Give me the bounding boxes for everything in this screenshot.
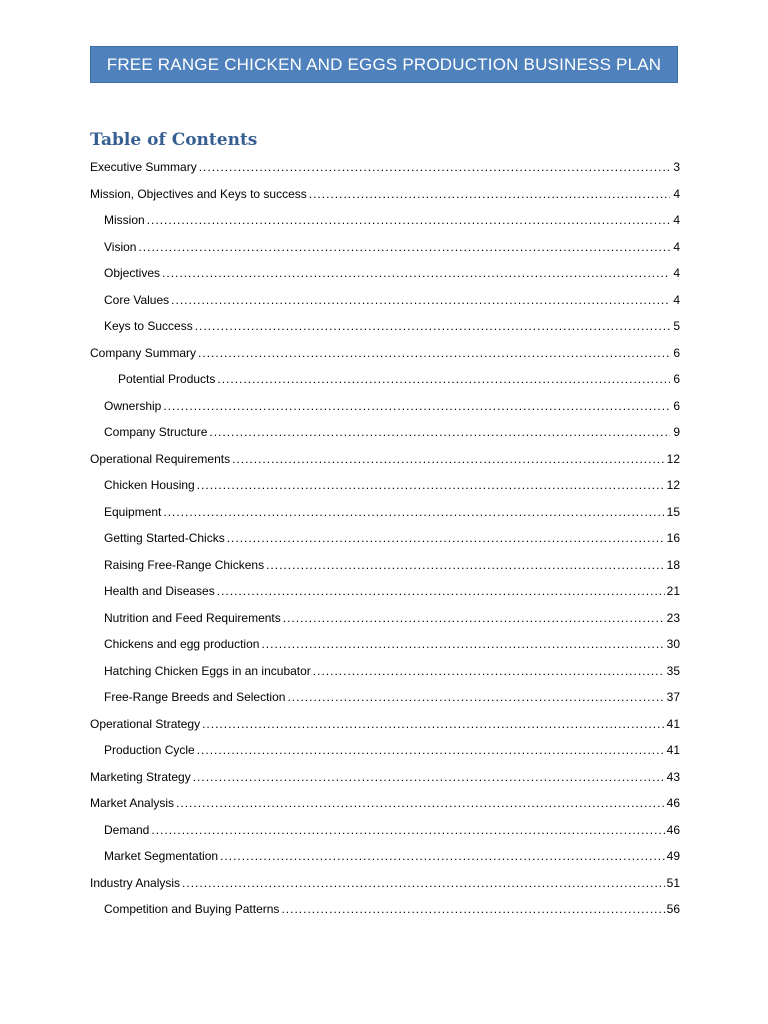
toc-dot-leader [171, 293, 670, 307]
toc-dot-leader [162, 266, 670, 280]
toc-entry-page-number: 15 [666, 504, 680, 519]
toc-entry-page-number: 41 [666, 716, 680, 731]
toc-entry-page-number: 46 [666, 822, 680, 837]
toc-entry-page-number: 5 [673, 319, 680, 334]
toc-entry-page-number: 35 [666, 663, 680, 678]
toc-entry-label: Industry Analysis [90, 875, 181, 890]
toc-entry-label: Equipment [104, 504, 162, 519]
toc-entry[interactable] [90, 737, 680, 764]
toc-entry-label: Getting Started-Chicks [104, 531, 225, 546]
document-title: FREE RANGE CHICKEN AND EGGS PRODUCTION BUSINESS PLAN [106, 54, 662, 74]
toc-entry[interactable] [90, 366, 680, 393]
toc-entry[interactable] [90, 870, 680, 897]
toc-entry-page-number: 37 [666, 690, 680, 705]
toc-dot-leader [197, 743, 665, 757]
toc-entry[interactable] [90, 843, 680, 870]
toc-entry-label: Marketing Strategy [90, 769, 191, 784]
toc-entry-page-number: 41 [666, 743, 680, 758]
toc-heading: Table of Contents [90, 130, 258, 150]
toc-entry-page-number: 18 [666, 557, 680, 572]
toc-entry-label: Company Summary [90, 345, 197, 360]
toc-dot-leader [309, 187, 670, 201]
toc-entry[interactable] [90, 446, 680, 473]
toc-entry-page-number: 6 [673, 372, 680, 387]
toc-entry[interactable] [90, 340, 680, 367]
toc-entry-page-number: 30 [666, 637, 680, 652]
toc-dot-leader [138, 240, 670, 254]
toc-entry-page-number: 12 [666, 451, 680, 466]
toc-entry[interactable] [90, 658, 680, 685]
toc-entry-label: Core Values [104, 292, 170, 307]
toc-entry-label: Demand [104, 822, 150, 837]
toc-entry-page-number: 43 [666, 769, 680, 784]
toc-entry-label: Competition and Buying Patterns [104, 902, 280, 917]
toc-entry-label: Raising Free-Range Chickens [104, 557, 265, 572]
toc-entry[interactable] [90, 393, 680, 420]
toc-entry[interactable] [90, 552, 680, 579]
toc-dot-leader [163, 399, 670, 413]
toc-dot-leader [209, 425, 670, 439]
toc-entry[interactable] [90, 764, 680, 791]
toc-dot-leader [198, 346, 670, 360]
toc-entry-label: Chickens and egg production [104, 637, 260, 652]
toc-entry[interactable] [90, 578, 680, 605]
toc-dot-leader [283, 611, 665, 625]
toc-entry-label: Potential Products [118, 372, 216, 387]
toc-dot-leader [227, 531, 665, 545]
toc-entry-label: Mission, Objectives and Keys to success [90, 186, 307, 201]
toc-entry[interactable] [90, 790, 680, 817]
toc-dot-leader [182, 876, 665, 890]
toc-dot-leader [220, 849, 665, 863]
toc-entry[interactable] [90, 472, 680, 499]
toc-dot-leader [195, 319, 670, 333]
toc-entry-page-number: 9 [673, 425, 680, 440]
toc-entry-label: Health and Diseases [104, 584, 215, 599]
toc-dot-leader [163, 505, 664, 519]
toc-entry-label: Executive Summary [90, 160, 197, 175]
toc-entry[interactable] [90, 260, 680, 287]
toc-entry-label: Company Structure [104, 425, 208, 440]
toc-entry-label: Nutrition and Feed Requirements [104, 610, 281, 625]
toc-dot-leader [151, 823, 664, 837]
toc-entry-page-number: 16 [666, 531, 680, 546]
toc-entry-page-number: 3 [673, 160, 680, 175]
toc-entry-label: Operational Strategy [90, 716, 201, 731]
toc-dot-leader [287, 690, 664, 704]
toc-dot-leader [313, 664, 665, 678]
toc-dot-leader [202, 717, 665, 731]
toc-dot-leader [199, 160, 670, 174]
toc-entry[interactable] [90, 605, 680, 632]
toc-dot-leader [197, 478, 665, 492]
toc-entry[interactable] [90, 684, 680, 711]
toc-entry-label: Free-Range Breeds and Selection [104, 690, 286, 705]
toc-entry-page-number: 12 [666, 478, 680, 493]
toc-entry[interactable] [90, 419, 680, 446]
toc-entry-label: Vision [104, 239, 137, 254]
toc-entry[interactable] [90, 499, 680, 526]
toc-entry-page-number: 4 [673, 292, 680, 307]
document-title-banner [90, 46, 678, 83]
toc-entry[interactable] [90, 896, 680, 923]
toc-entry[interactable] [90, 154, 680, 181]
toc-entry-label: Operational Requirements [90, 451, 231, 466]
toc-entry-label: Hatching Chicken Eggs in an incubator [104, 663, 311, 678]
toc-entry-page-number: 6 [673, 345, 680, 360]
toc-entry-page-number: 56 [666, 902, 680, 917]
toc-entry-page-number: 51 [666, 875, 680, 890]
table-of-contents [90, 154, 680, 923]
toc-entry[interactable] [90, 631, 680, 658]
toc-entry-label: Mission [104, 213, 145, 228]
toc-entry-label: Objectives [104, 266, 161, 281]
toc-dot-leader [147, 213, 670, 227]
toc-entry[interactable] [90, 287, 680, 314]
toc-entry[interactable] [90, 525, 680, 552]
toc-entry-label: Chicken Housing [104, 478, 195, 493]
toc-entry[interactable] [90, 181, 680, 208]
toc-entry-label: Ownership [104, 398, 162, 413]
toc-dot-leader [193, 770, 665, 784]
toc-entry-label: Market Analysis [90, 796, 175, 811]
toc-dot-leader [266, 558, 665, 572]
toc-entry[interactable] [90, 207, 680, 234]
toc-entry-page-number: 4 [673, 239, 680, 254]
toc-entry-page-number: 46 [666, 796, 680, 811]
toc-entry-page-number: 49 [666, 849, 680, 864]
toc-dot-leader [217, 372, 670, 386]
toc-entry-page-number: 23 [666, 610, 680, 625]
toc-dot-leader [261, 637, 664, 651]
toc-entry-page-number: 4 [673, 266, 680, 281]
toc-entry-page-number: 21 [666, 584, 680, 599]
toc-dot-leader [217, 584, 665, 598]
toc-entry-page-number: 6 [673, 398, 680, 413]
toc-entry[interactable] [90, 817, 680, 844]
toc-entry-label: Production Cycle [104, 743, 195, 758]
toc-entry-page-number: 4 [673, 186, 680, 201]
toc-entry-label: Keys to Success [104, 319, 193, 334]
toc-entry[interactable] [90, 313, 680, 340]
toc-entry-label: Market Segmentation [104, 849, 219, 864]
toc-entry[interactable] [90, 711, 680, 738]
toc-dot-leader [281, 902, 664, 916]
toc-dot-leader [176, 796, 665, 810]
toc-entry[interactable] [90, 234, 680, 261]
toc-entry-page-number: 4 [673, 213, 680, 228]
toc-dot-leader [232, 452, 665, 466]
